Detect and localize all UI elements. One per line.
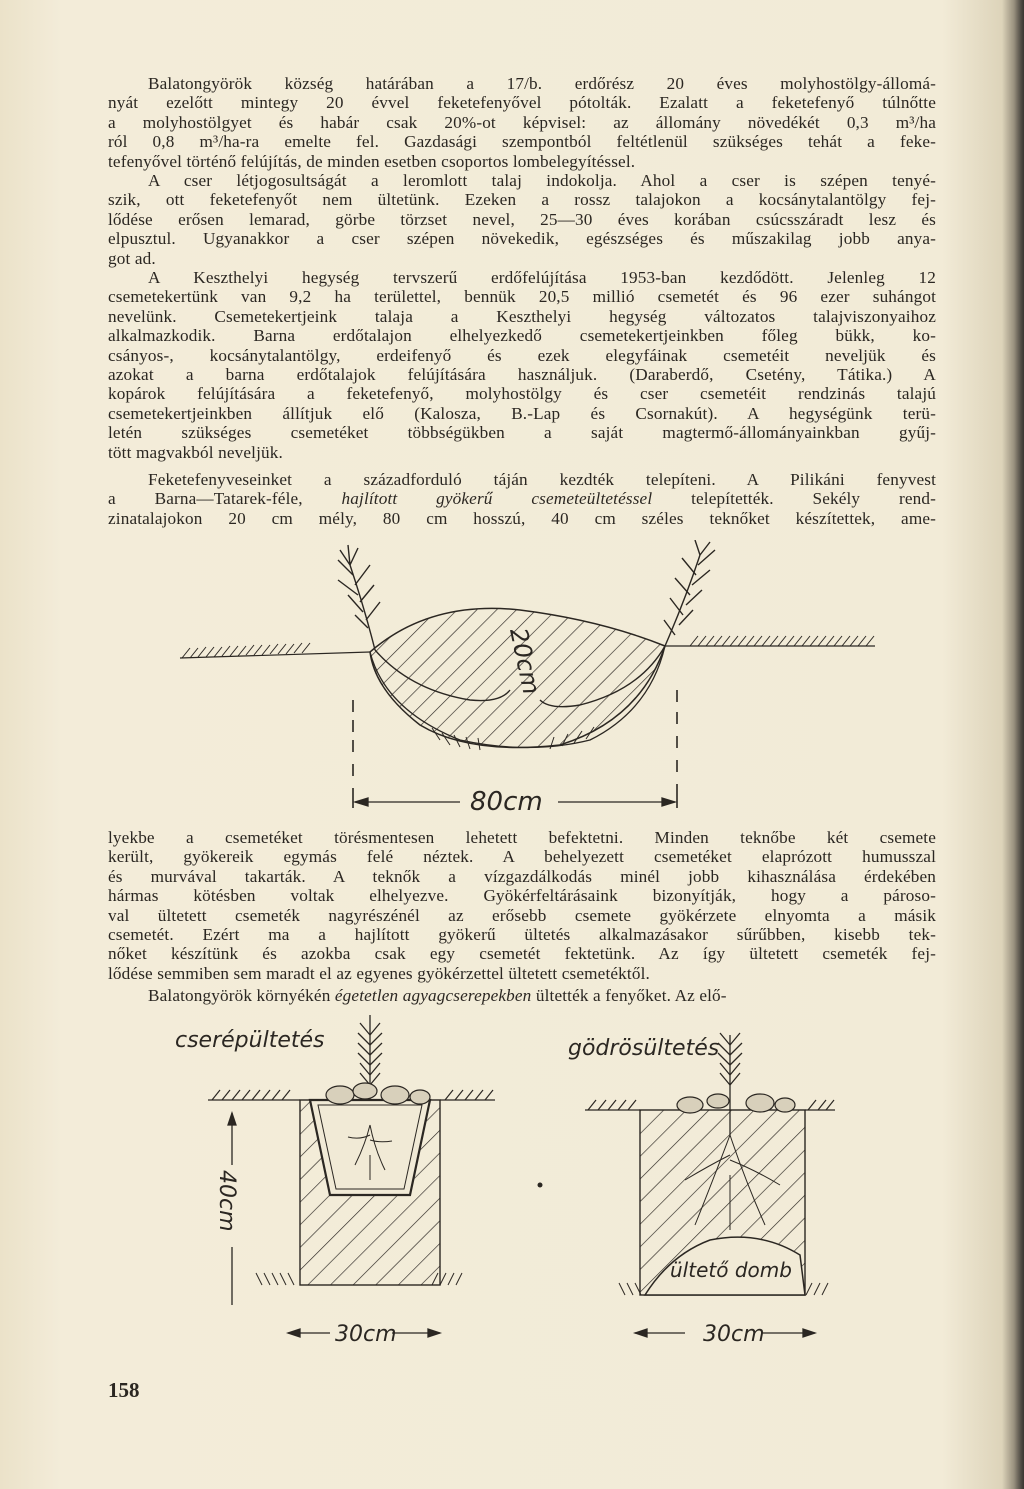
- text-line: Feketefenyveseinket a századforduló táján kezdték telepíteni. A Pilikáni fenyvest: [148, 470, 936, 489]
- page-number: 158: [108, 1378, 140, 1402]
- text-line: zinatalajokon 20 cm mély, 80 cm hosszú, 40 cm széles teknőket készítettek, ame-: [108, 508, 936, 528]
- text-line: lődése erősen lemarad, görbe törzset nevel, 25—30 éves korában csúcsszáradt lesz és: [108, 209, 936, 229]
- planting-methods-figure: [170, 1015, 870, 1355]
- text-line: és murvával takarták. A teknők a vízgazdálkodás minél jobb kihasználása érdekében: [108, 866, 936, 886]
- paragraph-2: [108, 171, 936, 268]
- text-line: tefenyővel történő felújítás, de minden esetben csoportos lombelegyítéssel.: [108, 151, 636, 171]
- pot-depth-label: 40cm: [214, 1170, 239, 1232]
- pit-planting-diagram: [568, 1033, 835, 1347]
- text-line: A cser létjogosultságát a leromlott talaj indokolja. Ahol a cser is szépen tenyé-: [148, 171, 936, 190]
- paragraph-5: [108, 828, 936, 983]
- text-line: nyát ezelőtt mintegy 20 évvel feketefenyővel pótolták. Ezalatt a feketefenyő túlnőtte: [108, 93, 936, 113]
- text-line: kopárok felújítására a feketefenyő, molyhostölgy és cser csemetéit rendzinás talajú: [108, 384, 936, 404]
- text-line: tött magvakból neveljük.: [108, 442, 283, 462]
- text-line: got ad.: [108, 248, 156, 268]
- text-line: Balatongyörök község határában a 17/b. erdőrész 20 éves molyhostölgy-állomá-: [148, 74, 936, 93]
- text-line: a molyhostölgyet és habár csak 20%-ot képvisel: az állomány növedékét 0,3 m³/ha: [108, 112, 936, 132]
- text-line: csemetekertjeinkben állítjuk elő (Kalosza, B.-Lap és Csornakút). A hegységünk terü-: [108, 403, 936, 423]
- pot-planting-title: cserépültetés: [175, 1028, 325, 1053]
- text-line-with-italic: [108, 986, 936, 1005]
- pit-width-label: 30cm: [703, 1322, 765, 1347]
- text-line: nevelünk. Csemetekertjeink talaja a Keszthelyi hegység változatos talajviszonyaihoz: [108, 306, 936, 326]
- text-line-with-italic: a Barna—Tatarek-féle, hajlított gyökerű csemeteültetéssel telepítették. Sekély rend-: [108, 489, 936, 509]
- paragraph-3: [108, 268, 936, 462]
- italic-term: hajlított gyökerű csemeteültetéssel: [341, 489, 653, 509]
- italic-term: égetetlen agyagcserepekben: [334, 986, 532, 1005]
- pot-width-label: 30cm: [335, 1322, 397, 1347]
- paragraph-6: [108, 986, 936, 1005]
- text-line: került, gyökereik egymás felé néztek. A behelyezett csemetéket elaprózott humusszal: [108, 847, 936, 867]
- text-line: ról 0,8 m³/ha-ra emelte fel. Gazdasági szempontból feltétlenül szükséges tehát a feke-: [108, 132, 936, 152]
- text-line: nőket készítünk és azokba csak egy csemetét fektetünk. Az így ültetett csemeték fej-: [108, 944, 936, 964]
- text-line: lődése semmiben sem maradt el az egyenes gyökérzettel ültetett csemetéktől.: [108, 963, 650, 983]
- text-line: lyekbe a csemetéket törésmentesen lehetett befektetni. Minden teknőbe két csemete: [108, 828, 936, 847]
- text-line: letén szükséges csemetéket többségükben a saját magtermő-állományainkban gyűj-: [108, 423, 936, 443]
- text-line: csemetét. Ezért ma a hajlított gyökerű ültetés alkalmazásakor sűrűbben, kisebb tek-: [108, 925, 936, 945]
- depth-label: 20cm: [504, 625, 546, 697]
- pit-planting-title: gödrösültetés: [568, 1036, 720, 1061]
- text-line: elpusztul. Ugyanakkor a cser szépen növekedik, egészséges és műszakilag jobb anya-: [108, 229, 936, 249]
- paragraph-4: [108, 470, 936, 528]
- text-line: alkalmazkodik. Barna erdőtalajon elhelyezkedő csemetekertjeinkben főleg bükk, ko-: [108, 326, 936, 346]
- text-line: csemetekertünk van 9,2 ha területtel, bennük 20,5 millió csemetét és 96 ezer suhángot: [108, 287, 936, 307]
- text-line: azokat a barna erdőtalajok felújítására használjuk. (Daraberdő, Csetény, Tátika.) A: [108, 365, 936, 385]
- clay-pot-icon: [310, 1100, 430, 1195]
- trough-planting-figure: [170, 540, 890, 825]
- length-label: 80cm: [470, 787, 543, 817]
- pot-planting-diagram: [175, 1015, 495, 1347]
- text-line: A Keszthelyi hegység tervszerű erdőfelújítása 1953-ban kezdődött. Jelenleg 12: [148, 268, 936, 287]
- text-segment: ültették a fenyőket. Az elő-: [531, 986, 727, 1005]
- text-line: hármas kötésben voltak elhelyezve. Gyökérfeltárásaink bizonyítják, hogy a pároso-: [108, 886, 936, 906]
- planting-mound-label: ültető domb: [670, 1258, 792, 1282]
- paragraph-1: [108, 74, 936, 171]
- text-line: val ültetett csemeték nagyrészénél az erősebb csemete gyökérzete elnyomta a másik: [108, 905, 936, 925]
- page-edge-shadow: [1002, 0, 1024, 1489]
- text-segment: Balatongyörök környékén: [148, 986, 335, 1005]
- text-line: szik, ott feketefenyőt nem ültetünk. Ezeken a rossz talajokon a kocsánytalantölgy fej-: [108, 190, 936, 210]
- text-line: csányos-, kocsánytalantölgy, erdeifenyő és ezek elegyfáinak csemetéit neveljük és: [108, 345, 936, 365]
